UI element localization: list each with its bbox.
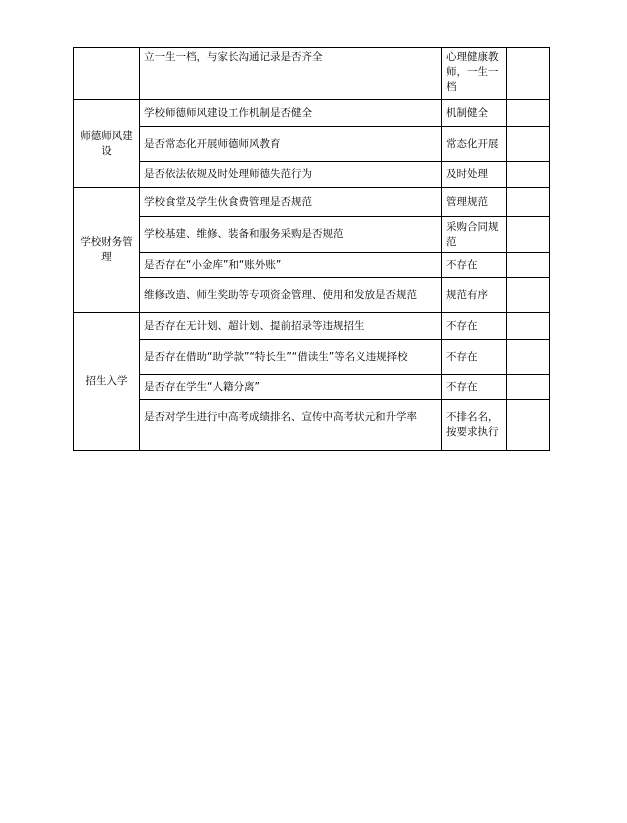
category-cell: 招生入学 — [74, 313, 140, 451]
check-item: 学校食堂及学生伙食费管理是否规范 — [140, 188, 442, 217]
result-cell — [507, 162, 550, 188]
table-row — [74, 313, 550, 340]
check-item: 是否对学生进行中高考成绩排名、宣传中高考状元和升学率 — [140, 400, 442, 451]
requirement: 及时处理 — [442, 162, 507, 188]
requirement: 不排名名，按要求执行 — [442, 400, 507, 451]
result-cell — [507, 278, 550, 313]
result-cell — [507, 48, 550, 100]
result-cell — [507, 100, 550, 127]
requirement: 管理规范 — [442, 188, 507, 217]
table-row — [74, 400, 550, 451]
check-item: 是否存在借助“助学款”“特长生”“借读生”等名义违规择校 — [140, 340, 442, 375]
check-item: 学校师德师风建设工作机制是否健全 — [140, 100, 442, 127]
requirement: 采购合同规范 — [442, 217, 507, 253]
inspection-checklist-table — [73, 47, 550, 451]
result-cell — [507, 127, 550, 162]
check-item: 是否存在无计划、超计划、提前招录等违规招生 — [140, 313, 442, 340]
table-row — [74, 100, 550, 127]
table-row — [74, 188, 550, 217]
table-row — [74, 340, 550, 375]
check-item: 维修改造、师生奖助等专项资金管理、使用和发放是否规范 — [140, 278, 442, 313]
requirement: 心理健康教师，一生一档 — [442, 48, 507, 100]
result-cell — [507, 340, 550, 375]
result-cell — [507, 375, 550, 400]
result-cell — [507, 253, 550, 278]
category-cell: 学校财务管理 — [74, 188, 140, 313]
requirement: 机制健全 — [442, 100, 507, 127]
table-row — [74, 217, 550, 253]
requirement: 不存在 — [442, 375, 507, 400]
requirement: 不存在 — [442, 313, 507, 340]
table-row — [74, 162, 550, 188]
check-item: 是否存在学生“人籍分离” — [140, 375, 442, 400]
check-item: 立一生一档，与家长沟通记录是否齐全 — [140, 48, 442, 100]
result-cell — [507, 400, 550, 451]
requirement: 规范有序 — [442, 278, 507, 313]
requirement: 不存在 — [442, 253, 507, 278]
check-item: 学校基建、维修、装备和服务采购是否规范 — [140, 217, 442, 253]
table-row — [74, 278, 550, 313]
category-cell-empty — [74, 48, 140, 100]
category-cell: 师德师风建设 — [74, 100, 140, 188]
table-row — [74, 375, 550, 400]
check-item: 是否存在“小金库”和“账外账” — [140, 253, 442, 278]
requirement: 不存在 — [442, 340, 507, 375]
table-row — [74, 48, 550, 100]
result-cell — [507, 217, 550, 253]
result-cell — [507, 313, 550, 340]
check-item: 是否常态化开展师德师风教育 — [140, 127, 442, 162]
table-row — [74, 253, 550, 278]
requirement: 常态化开展 — [442, 127, 507, 162]
check-item: 是否依法依规及时处理师德失范行为 — [140, 162, 442, 188]
table-row — [74, 127, 550, 162]
result-cell — [507, 188, 550, 217]
